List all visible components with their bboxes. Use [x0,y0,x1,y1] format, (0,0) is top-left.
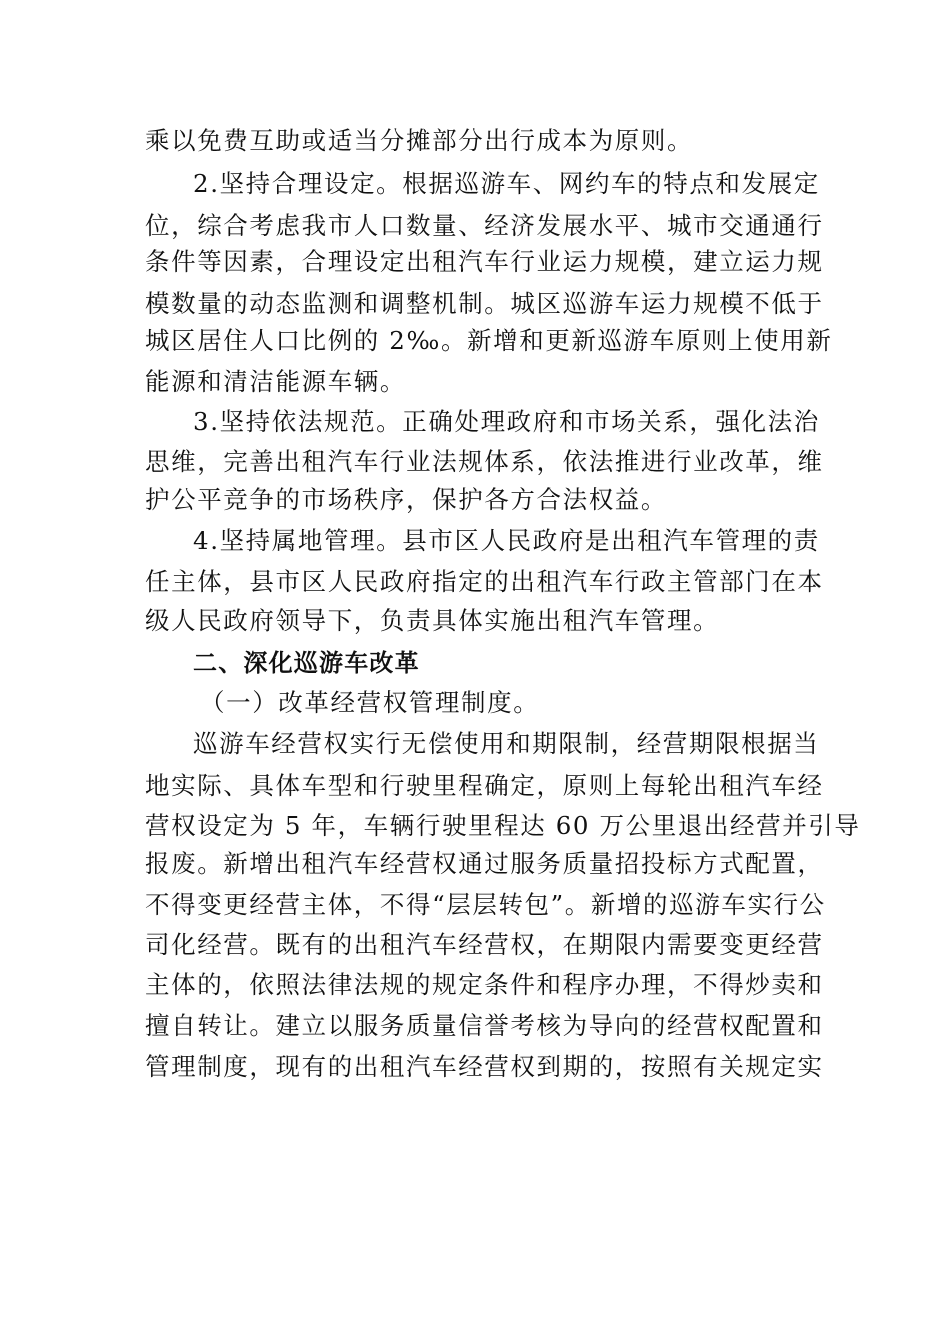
paragraph-line: 能源和清洁能源车辆。 [145,367,406,396]
subsection-heading: （一）改革经营权管理制度。 [200,688,540,717]
paragraph-line: 模数量的动态监测和调整机制。城区巡游车运力规模不低于 [145,289,824,318]
paragraph-line: 城区居住人口比例的 2‰。新增和更新巡游车原则上使用新 [145,326,833,355]
paragraph-line: 擅自转让。建立以服务质量信誉考核为导向的经营权配置和 [145,1011,824,1040]
paragraph-line: 主体的，依照法律法规的规定条件和程序办理，不得炒卖和 [145,970,824,999]
paragraph-line: 报废。新增出租汽车经营权通过服务质量招投标方式配置， [145,849,824,878]
paragraph-line: 思维，完善出租汽车行业法规体系，依法推进行业改革，维 [145,447,824,476]
paragraph-line: 不得变更经营主体，不得“层层转包”。新增的巡游车实行公 [145,890,826,919]
paragraph-line: 3.坚持依法规范。正确处理政府和市场关系，强化法治 [193,407,820,436]
paragraph-line: 位，综合考虑我市人口数量、经济发展水平、城市交通通行 [145,211,824,240]
paragraph-line: 级人民政府领导下，负责具体实施出租汽车管理。 [145,606,720,635]
paragraph-line: 巡游车经营权实行无偿使用和期限制，经营期限根据当 [193,729,820,758]
paragraph-line: 任主体，县市区人民政府指定的出租汽车行政主管部门在本 [145,567,824,596]
paragraph-line: 管理制度，现有的出租汽车经营权到期的，按照有关规定实 [145,1052,824,1081]
paragraph-line: 地实际、具体车型和行驶里程确定，原则上每轮出租汽车经 [145,771,824,800]
paragraph-line: 营权设定为 5 年，车辆行驶里程达 60 万公里退出经营并引导 [145,811,861,840]
paragraph-line: 护公平竞争的市场秩序，保护各方合法权益。 [145,485,667,514]
paragraph-line: 条件等因素，合理设定出租汽车行业运力规模，建立运力规 [145,247,824,276]
paragraph-line: 2.坚持合理设定。根据巡游车、网约车的特点和发展定 [193,169,820,198]
paragraph-line: 乘以免费互助或适当分摊部分出行成本为原则。 [145,126,694,155]
paragraph-line: 司化经营。既有的出租汽车经营权，在期限内需要变更经营 [145,930,824,959]
paragraph-line: 4.坚持属地管理。县市区人民政府是出租汽车管理的责 [193,526,820,555]
section-heading: 二、深化巡游车改革 [193,649,420,677]
